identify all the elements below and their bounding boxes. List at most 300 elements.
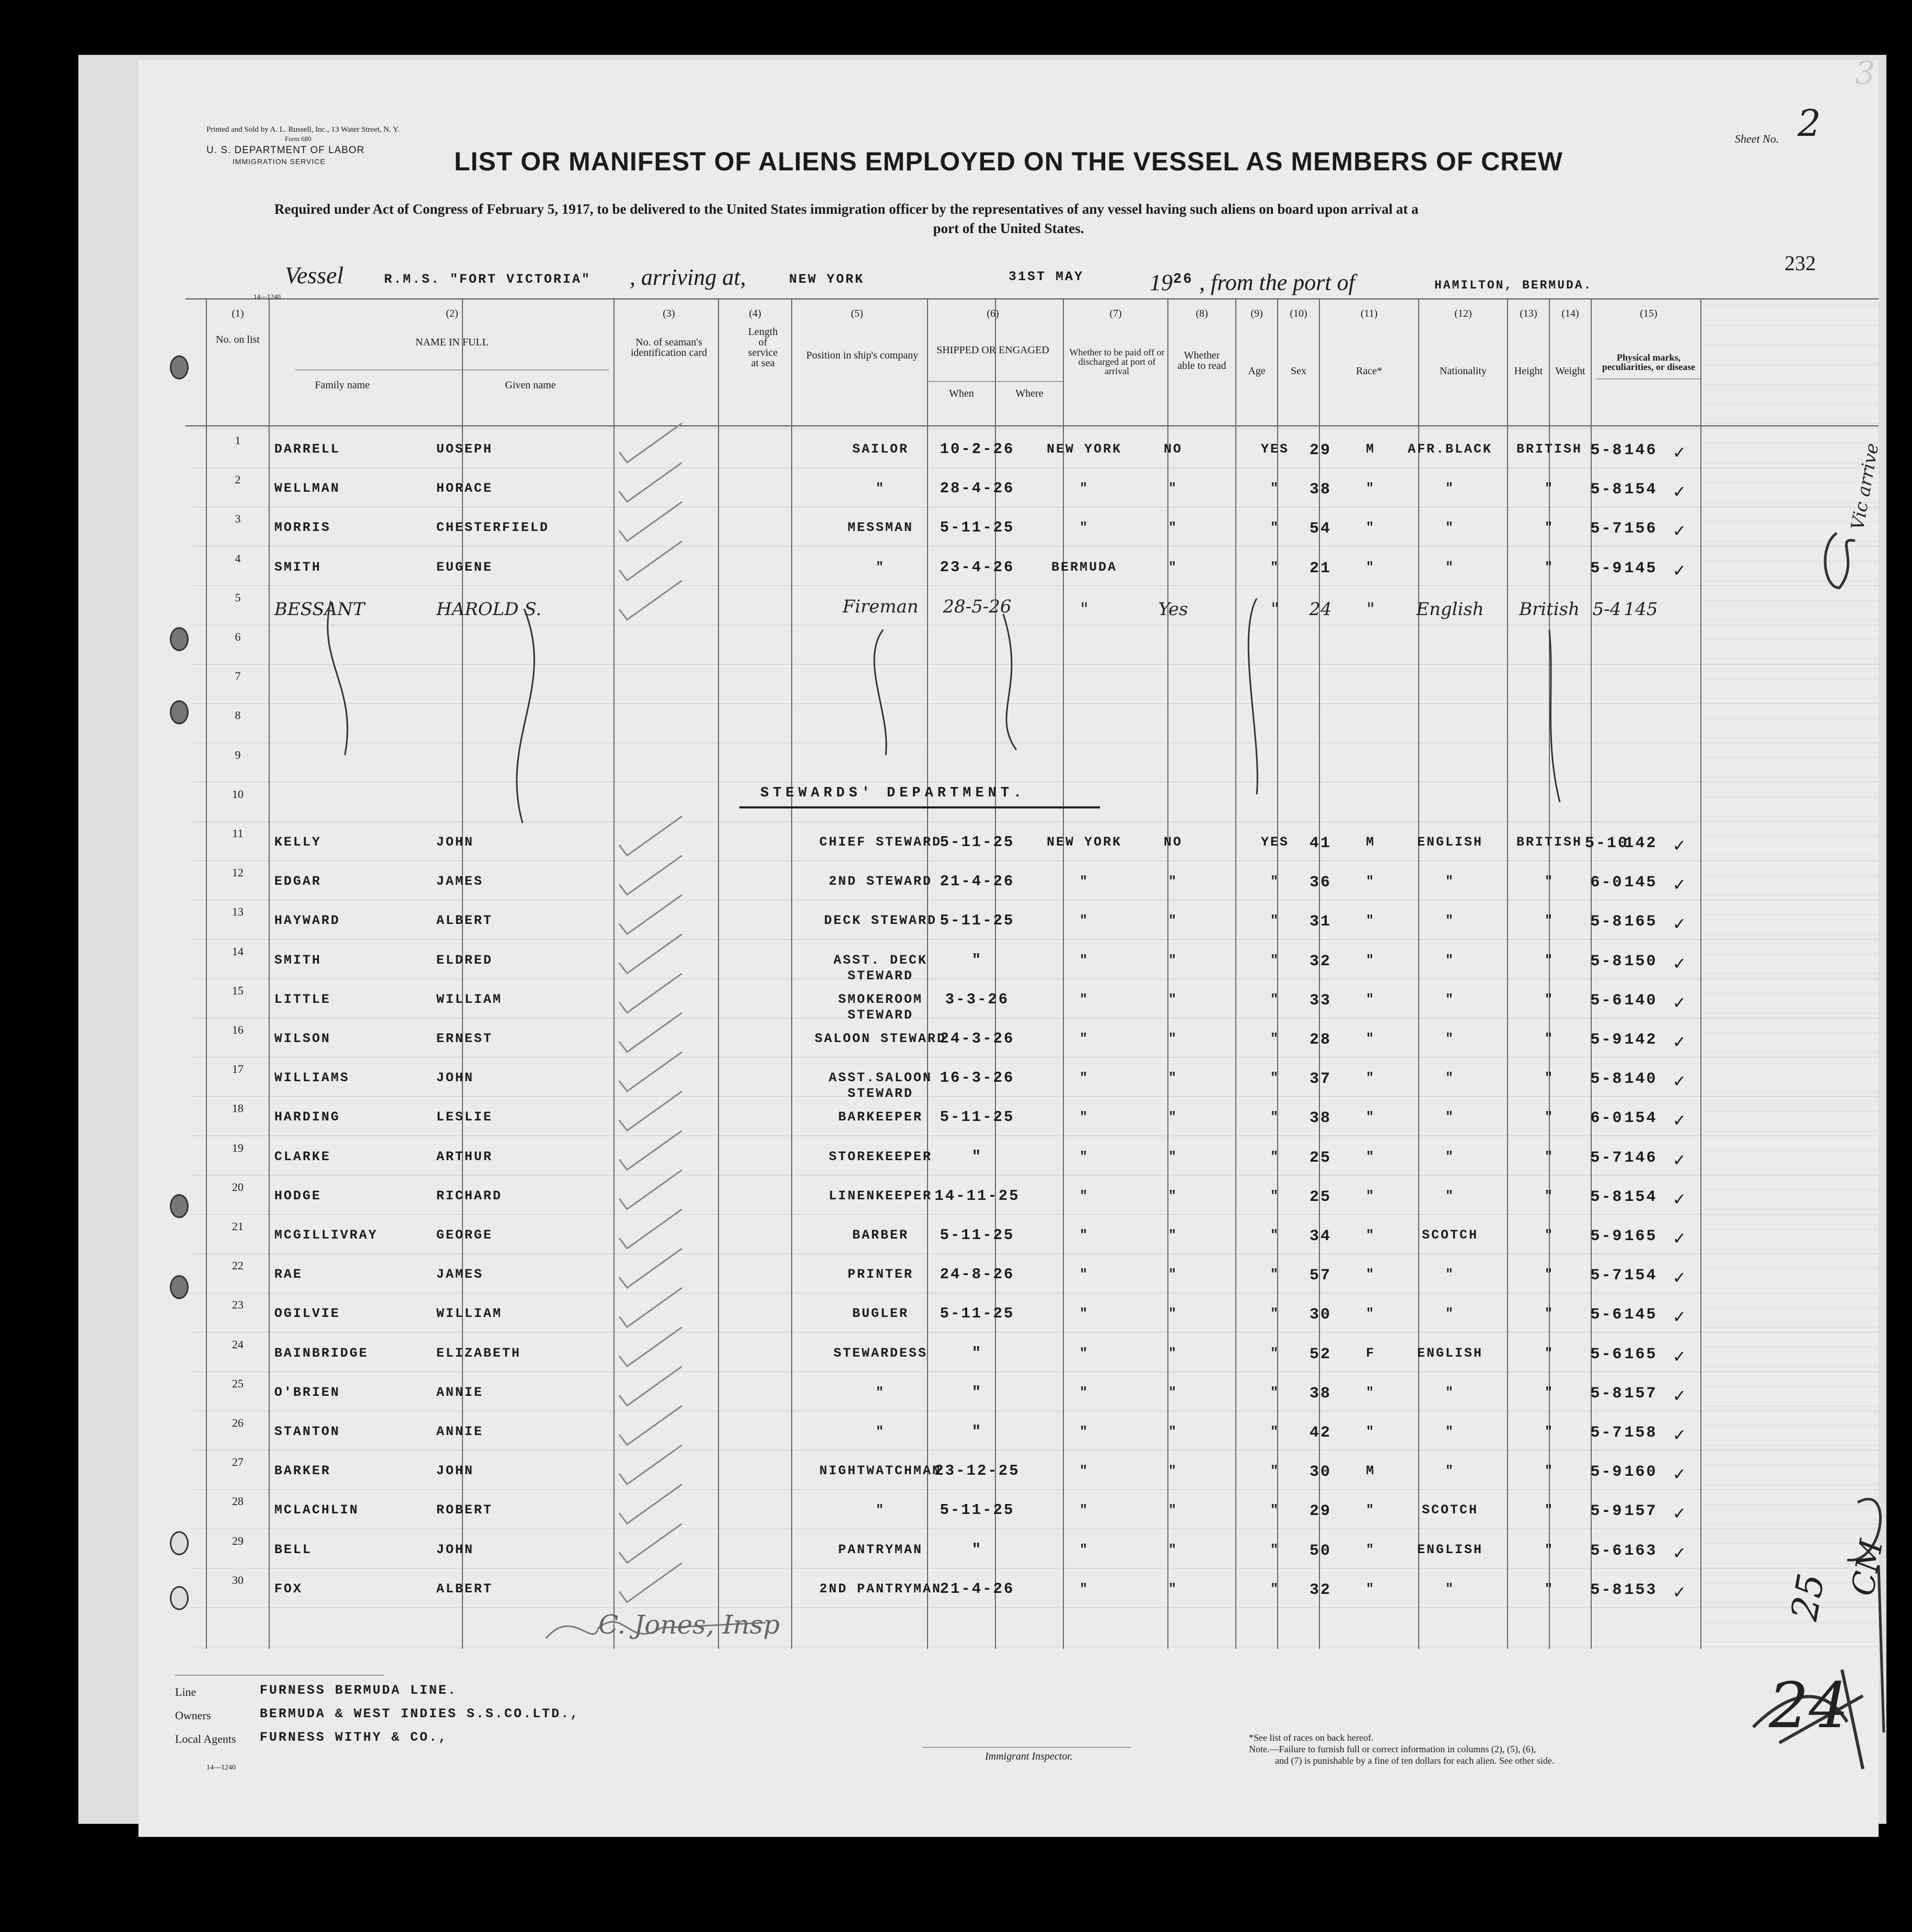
cell-position: PRINTER — [847, 1267, 914, 1282]
footer-agents: FURNESS WITHY & CO., — [260, 1730, 448, 1745]
cell-age: 31 — [1309, 913, 1331, 931]
cell-paid: " — [1168, 1306, 1178, 1322]
cell-race: English — [1416, 598, 1484, 620]
arrival-year: 26 — [1173, 272, 1193, 287]
cell-where: BERMUDA — [1051, 559, 1118, 575]
cell-race: ENGLISH — [1417, 1345, 1484, 1361]
cell-paid: " — [1168, 559, 1178, 575]
cell-weight: 165 — [1624, 1345, 1658, 1363]
cell-no: 18 — [232, 1102, 244, 1115]
cell-race: SCOTCH — [1421, 1502, 1478, 1518]
cell-marks: ✓ — [1673, 914, 1687, 936]
cell-position: Fireman — [842, 596, 919, 617]
cell-age: 21 — [1309, 559, 1331, 577]
cell-marks: ✓ — [1673, 1582, 1687, 1604]
ditto-curve — [1549, 630, 1560, 802]
cell-position: 2ND PANTRYMAN — [819, 1581, 942, 1596]
cell-marks: ✓ — [1673, 1307, 1687, 1329]
service-name: IMMIGRATION SERVICE — [233, 157, 326, 166]
col6-header: SHIPPED OR ENGAGED — [936, 344, 1049, 356]
footer-note3: and (7) is punishable by a fine of ten dollars for each alien. See other side. — [1275, 1755, 1555, 1766]
form-code: 14—1240 — [253, 293, 281, 300]
cell-height: 5-6 — [1590, 991, 1624, 1010]
checkmark-icon — [619, 1013, 682, 1052]
cell-read: " — [1270, 1463, 1280, 1479]
footer-line: FURNESS BERMUDA LINE. — [260, 1683, 458, 1698]
checkmark-icon — [619, 855, 682, 895]
cell-read: " — [1270, 1542, 1280, 1557]
cell-when: " — [971, 1148, 983, 1165]
cell-no: 21 — [232, 1220, 244, 1233]
cell-marks: ✓ — [1673, 521, 1687, 543]
cell-no: 27 — [232, 1455, 244, 1469]
cell-when: 14-11-25 — [934, 1187, 1020, 1205]
checkmark-icon — [619, 1248, 682, 1288]
reference-number: 232 — [1784, 251, 1816, 275]
cell-where: " — [1079, 520, 1089, 536]
cell-given: JAMES — [436, 874, 484, 889]
cell-family: WILSON — [274, 1031, 331, 1046]
cell-nat: " — [1544, 952, 1554, 968]
cell-weight: 140 — [1624, 991, 1658, 1010]
cell-when: 21-4-26 — [940, 873, 1015, 890]
cell-weight: 145 — [1624, 598, 1658, 620]
checkmark-icon — [619, 1563, 682, 1602]
cell-family: RAE — [274, 1267, 303, 1282]
cell-paid: " — [1168, 520, 1178, 536]
cell-weight: 154 — [1624, 481, 1658, 499]
cell-height: 5-7 — [1590, 520, 1624, 538]
cell-sex: " — [1365, 1228, 1375, 1243]
cell-marks: ✓ — [1673, 875, 1687, 897]
cell-position: SAILOR — [852, 442, 909, 457]
checkmark-icon — [619, 816, 682, 855]
cell-position: SMOKEROOM STEWARD — [838, 991, 923, 1023]
cell-when: 5-11-25 — [940, 1305, 1015, 1323]
cell-where: " — [1079, 1542, 1089, 1557]
cell-sex: " — [1365, 1542, 1375, 1557]
cell-given: ELDRED — [436, 952, 493, 968]
departure-port: HAMILTON, BERMUDA. — [1434, 279, 1593, 292]
cell-sex: " — [1365, 559, 1375, 575]
checkmark-icon — [619, 1484, 682, 1523]
cell-paid: " — [1168, 1149, 1178, 1164]
cell-age: 28 — [1309, 1031, 1331, 1049]
form-number: Form 680 — [285, 135, 311, 143]
checkmark-icon — [619, 1406, 682, 1445]
cell-race: ENGLISH — [1417, 835, 1484, 850]
cell-no: 13 — [232, 905, 244, 919]
cell-height: 5-8 — [1590, 481, 1624, 499]
cell-family: OGILVIE — [274, 1306, 341, 1322]
cell-weight: 157 — [1624, 1384, 1658, 1403]
cell-where: " — [1079, 1384, 1089, 1400]
cell-weight: 145 — [1624, 1306, 1658, 1324]
cell-sex: " — [1365, 952, 1375, 968]
cell-marks: ✓ — [1673, 1346, 1687, 1368]
cell-family: BESSANT — [274, 598, 365, 620]
ditto-curve — [517, 609, 535, 823]
cell-height: 5-6 — [1590, 1306, 1624, 1324]
cell-given: EUGENE — [436, 559, 493, 575]
col14-header: Weight — [1555, 365, 1585, 377]
cell-age: 36 — [1309, 874, 1331, 892]
cell-race: " — [1445, 559, 1455, 575]
cell-given: ELIZABETH — [436, 1345, 522, 1361]
cell-when: " — [971, 1344, 983, 1362]
cell-family: EDGAR — [274, 874, 322, 889]
footer-form-code: 14—1240 — [206, 1764, 236, 1772]
cell-age: 25 — [1309, 1149, 1331, 1167]
cell-read: " — [1270, 1345, 1280, 1361]
cell-nat: " — [1544, 1384, 1554, 1400]
cell-nat: " — [1544, 874, 1554, 889]
cell-read: " — [1270, 874, 1280, 889]
footer-owners-label: Owners — [175, 1709, 211, 1722]
checkmark-icon — [619, 1524, 682, 1563]
cell-sex: " — [1365, 520, 1375, 536]
cell-position: " — [875, 1384, 885, 1400]
cell-nat: " — [1544, 1228, 1554, 1243]
cell-no: 5 — [235, 591, 241, 604]
cell-nat: " — [1544, 1542, 1554, 1557]
cell-no: 19 — [232, 1141, 244, 1154]
cell-paid: " — [1168, 1345, 1178, 1361]
cell-height: 5-7 — [1590, 1149, 1624, 1167]
col10-number: (10) — [1290, 308, 1307, 319]
cell-age: 57 — [1309, 1267, 1331, 1285]
cell-no: 22 — [232, 1259, 244, 1272]
cell-marks: ✓ — [1673, 1032, 1687, 1054]
col3-header: No. of seaman's identification card — [630, 337, 708, 358]
cell-marks: ✓ — [1673, 1543, 1687, 1565]
cell-race: " — [1445, 1149, 1455, 1164]
cell-family: HARDING — [274, 1109, 341, 1125]
cell-when: 24-3-26 — [940, 1030, 1015, 1047]
cell-where: " — [1079, 1502, 1089, 1518]
cell-when: 24-8-26 — [940, 1266, 1015, 1283]
col10-header: Sex — [1291, 365, 1306, 377]
cell-sex: " — [1365, 1502, 1375, 1518]
cell-when: 3-3-26 — [945, 990, 1010, 1008]
checkmark-icon — [619, 502, 682, 541]
cell-sex: " — [1365, 481, 1375, 496]
vessel-name: R.M.S. "FORT VICTORIA" — [384, 272, 592, 287]
cell-position: BARKEEPER — [838, 1109, 923, 1125]
cell-weight: 156 — [1624, 520, 1658, 538]
cell-height: 5-8 — [1590, 1188, 1624, 1206]
cell-nat: " — [1544, 1031, 1554, 1046]
cell-given: ANNIE — [436, 1424, 484, 1439]
cell-given: LESLIE — [436, 1109, 493, 1125]
cell-paid: " — [1168, 1463, 1178, 1479]
cell-when: 23-12-25 — [934, 1462, 1020, 1480]
cell-height: 5-9 — [1590, 1228, 1624, 1245]
manifest-sheet — [138, 55, 1891, 1837]
cell-weight: 153 — [1624, 1581, 1658, 1599]
cell-no: 1 — [235, 434, 241, 447]
cell-where: " — [1079, 1306, 1089, 1322]
cell-position: SALOON STEWARD — [814, 1031, 947, 1046]
cell-when: 5-11-25 — [940, 1501, 1015, 1519]
cell-sex: F — [1365, 1345, 1375, 1361]
cell-no: 4 — [235, 551, 241, 565]
cell-position: " — [875, 1424, 885, 1439]
footer-note1: *See list of races on back hereof. — [1249, 1732, 1374, 1743]
checkmark-icon — [619, 581, 682, 620]
cell-nat: " — [1544, 559, 1554, 575]
cell-no: 7 — [235, 669, 241, 683]
cell-family: LITTLE — [274, 991, 331, 1007]
cell-given: WILLIAM — [436, 1306, 503, 1322]
cell-nat: " — [1544, 1149, 1554, 1164]
cell-where: " — [1079, 1109, 1089, 1125]
cell-position: " — [875, 481, 885, 496]
cell-weight: 165 — [1624, 1228, 1658, 1245]
cell-given: JOHN — [436, 835, 474, 850]
cell-given: WILLIAM — [436, 991, 503, 1007]
cell-paid: NO — [1163, 835, 1183, 850]
cell-paid: " — [1168, 1424, 1178, 1439]
cell-family: MCLACHLIN — [274, 1502, 360, 1518]
cell-nat: " — [1544, 991, 1554, 1007]
cell-no: 9 — [235, 748, 241, 761]
cell-marks: ✓ — [1673, 1464, 1687, 1486]
cell-when: " — [971, 1423, 983, 1440]
cell-paid: Yes — [1158, 598, 1188, 620]
cell-age: 52 — [1309, 1345, 1331, 1363]
cell-no: 12 — [232, 866, 244, 880]
cell-read: " — [1270, 1502, 1280, 1518]
cell-sex: " — [1365, 1070, 1375, 1086]
cell-no: 8 — [235, 709, 241, 722]
col9-number: (9) — [1250, 308, 1263, 319]
cell-read: " — [1270, 1424, 1280, 1439]
cell-weight: 157 — [1624, 1502, 1658, 1521]
cell-position: BUGLER — [852, 1306, 909, 1322]
cell-race: AFR.BLACK — [1407, 442, 1493, 457]
cell-weight: 154 — [1624, 1188, 1658, 1206]
cell-no: 15 — [232, 984, 244, 997]
col1-number: (1) — [231, 308, 244, 319]
cell-where: " — [1079, 1149, 1089, 1164]
cell-height: 5-9 — [1590, 1502, 1624, 1521]
cell-height: 5-6 — [1590, 1345, 1624, 1363]
cell-where: NEW YORK — [1046, 442, 1122, 457]
cell-family: O'BRIEN — [274, 1384, 341, 1400]
cell-where: " — [1079, 874, 1089, 889]
sheet-number-label: Sheet No. — [1735, 132, 1779, 145]
cell-sex: " — [1365, 1306, 1375, 1322]
cell-no: 2 — [235, 473, 241, 487]
cell-when: 5-11-25 — [940, 912, 1015, 930]
cell-family: SMITH — [274, 559, 322, 575]
cell-weight: 154 — [1624, 1267, 1658, 1285]
cell-age: 30 — [1309, 1463, 1331, 1482]
col2-given-header: Given name — [505, 379, 556, 391]
col6-where-header: Where — [1015, 388, 1044, 399]
cell-where: " — [1079, 1070, 1089, 1086]
checkmark-icon — [619, 462, 682, 502]
cell-read: " — [1270, 1581, 1280, 1596]
cell-no: 26 — [232, 1416, 244, 1429]
cell-height: 5-8 — [1590, 1070, 1624, 1089]
cell-height: 6-0 — [1590, 1109, 1624, 1128]
cell-age: 34 — [1309, 1228, 1331, 1245]
inspector-label: Immigrant Inspector. — [985, 1751, 1073, 1762]
cell-nat: " — [1544, 913, 1554, 929]
cell-weight: 140 — [1624, 1070, 1658, 1089]
cell-weight: 150 — [1624, 952, 1658, 970]
cell-sex: " — [1365, 1424, 1375, 1439]
cell-marks: ✓ — [1673, 1425, 1687, 1447]
cell-read: " — [1270, 1267, 1280, 1282]
cell-family: FOX — [274, 1581, 303, 1596]
cell-weight: 145 — [1624, 874, 1658, 892]
cell-marks: ✓ — [1673, 1110, 1687, 1132]
cell-position: PANTRYMAN — [838, 1542, 923, 1557]
cell-nat: " — [1544, 1463, 1554, 1479]
cell-when: " — [971, 1541, 983, 1558]
cell-position: CHIEF STEWARD — [819, 835, 942, 850]
cell-when: 5-11-25 — [940, 1108, 1015, 1126]
col14-number: (14) — [1561, 308, 1579, 319]
cell-paid: " — [1168, 1502, 1178, 1518]
subtitle-line2: port of the United States. — [933, 221, 1084, 236]
cell-weight: 146 — [1624, 1149, 1658, 1167]
footer-note2: Note.—Failure to furnish full or correct information in columns (2), (5), (6), — [1249, 1744, 1536, 1754]
ditto-curve — [874, 630, 886, 755]
cell-where: " — [1079, 952, 1089, 968]
checkmark-icon — [619, 1209, 682, 1248]
cell-nat: " — [1544, 520, 1554, 536]
cell-given: GEORGE — [436, 1228, 493, 1243]
cell-no: 28 — [232, 1495, 244, 1508]
cell-where: " — [1079, 1267, 1089, 1282]
cell-position: BARBER — [852, 1228, 909, 1243]
cell-sex: " — [1365, 1109, 1375, 1125]
cell-no: 6 — [235, 630, 241, 643]
cell-position: STEWARDESS — [833, 1345, 928, 1361]
page-title: LIST OR MANIFEST OF ALIENS EMPLOYED ON THE VESSEL AS MEMBERS OF CREW — [454, 147, 1563, 176]
cell-where: " — [1079, 913, 1089, 929]
cell-read: " — [1270, 559, 1280, 575]
cell-age: 42 — [1309, 1424, 1331, 1442]
cell-sex: " — [1365, 991, 1375, 1007]
cell-family: WILLIAMS — [274, 1070, 350, 1086]
cell-race: " — [1445, 874, 1455, 889]
cell-given: ERNEST — [436, 1031, 493, 1046]
arriving-label: , arriving at, — [630, 264, 746, 290]
from-port-label: , from the port of — [1199, 270, 1355, 295]
cell-race: ENGLISH — [1417, 1542, 1484, 1557]
cell-race: " — [1445, 1384, 1455, 1400]
cell-weight: 142 — [1624, 1031, 1658, 1049]
cell-height: 5-8 — [1590, 1581, 1624, 1599]
col5-header: Position in ship's company — [806, 350, 919, 361]
cell-height: 5-8 — [1590, 913, 1624, 931]
cell-height: 5-9 — [1590, 1463, 1624, 1482]
cell-paid: " — [1168, 1188, 1178, 1204]
cell-family: SMITH — [274, 952, 322, 968]
cell-no: 17 — [232, 1062, 244, 1076]
cell-no: 24 — [232, 1337, 244, 1351]
department-name: U. S. DEPARTMENT OF LABOR — [206, 145, 365, 156]
cell-when: 5-11-25 — [940, 1227, 1015, 1244]
ditto-curve — [1003, 614, 1016, 750]
cell-nat: " — [1544, 1070, 1554, 1086]
cell-weight: 160 — [1624, 1463, 1658, 1482]
cell-no: 20 — [232, 1180, 244, 1194]
cell-paid: " — [1168, 952, 1178, 968]
cell-race: " — [1445, 1070, 1455, 1086]
cell-where: " — [1079, 1345, 1089, 1361]
cell-paid: " — [1168, 874, 1178, 889]
inspector-initials — [1825, 533, 1855, 588]
cell-position: 2ND STEWARD — [828, 874, 933, 889]
cell-weight: 165 — [1624, 913, 1658, 931]
cell-marks: ✓ — [1673, 953, 1687, 975]
cell-height: 5-8 — [1590, 1384, 1624, 1403]
cell-family: KELLY — [274, 835, 322, 850]
cell-given: ALBERT — [436, 913, 493, 929]
cell-marks: ✓ — [1673, 1189, 1687, 1211]
cell-age: 25 — [1309, 1188, 1331, 1206]
cell-paid: " — [1168, 481, 1178, 496]
inspector-rule — [922, 1747, 1131, 1748]
id-card-checks — [619, 423, 682, 1602]
cell-race: " — [1445, 1581, 1455, 1596]
sheet-number: 2 — [1798, 102, 1821, 145]
cell-given: ROBERT — [436, 1502, 493, 1518]
cell-family: MCGILLIVRAY — [274, 1228, 378, 1243]
cell-read: " — [1271, 598, 1279, 620]
cell-read: " — [1270, 952, 1280, 968]
cell-race: SCOTCH — [1421, 1228, 1478, 1243]
cell-nat: " — [1544, 1345, 1554, 1361]
cell-family: DARRELL — [274, 442, 341, 457]
cell-paid: " — [1168, 1031, 1178, 1046]
footer-agents-label: Local Agents — [175, 1732, 236, 1745]
cell-paid: " — [1168, 913, 1178, 929]
checkmark-icon — [619, 1367, 682, 1406]
cell-given: ARTHUR — [436, 1149, 493, 1164]
col15-header: Physical marks, peculiarities, or disease — [1602, 352, 1696, 372]
cell-nat: " — [1544, 481, 1554, 496]
col7-header: Whether to be paid off or discharged at port of arrival — [1069, 347, 1165, 376]
col4-number: (4) — [749, 308, 761, 319]
col12-number: (12) — [1454, 308, 1472, 319]
cell-age: 50 — [1309, 1542, 1331, 1560]
cell-age: 29 — [1309, 1502, 1331, 1521]
tally-total: 24 — [1769, 1670, 1849, 1742]
cell-marks: ✓ — [1673, 992, 1687, 1014]
cell-marks: ✓ — [1673, 836, 1687, 857]
cell-sex: M — [1365, 835, 1375, 850]
tally-note: CM — [1844, 1537, 1891, 1599]
cell-when: " — [971, 951, 983, 969]
cell-age: 37 — [1309, 1070, 1331, 1089]
cell-height: 5-7 — [1590, 1267, 1624, 1285]
cell-nat: BRITISH — [1516, 442, 1583, 457]
cell-paid: " — [1168, 1267, 1178, 1282]
cell-nat: " — [1544, 1424, 1554, 1439]
cell-family: BARKER — [274, 1463, 331, 1479]
cell-where: " — [1079, 1463, 1089, 1479]
cell-family: STANTON — [274, 1424, 341, 1439]
cell-race: " — [1445, 1424, 1455, 1439]
cell-height: 5-9 — [1590, 559, 1624, 577]
